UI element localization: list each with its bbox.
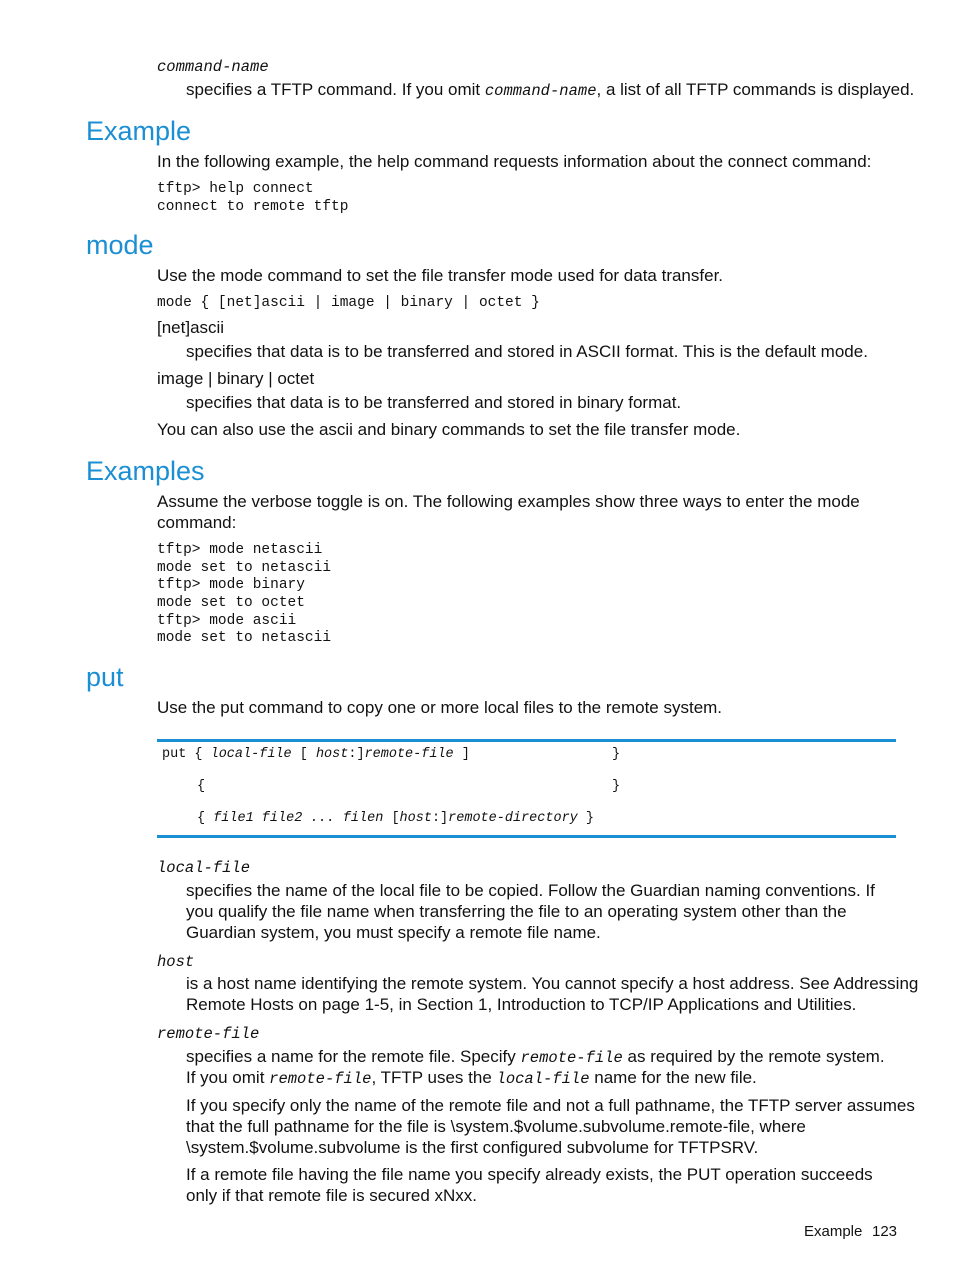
remote-file-paragraph: that the full pathname for the file is \system.$volume.subvolume.remote-file, where [186,1117,806,1136]
syntax-box-top-rule [157,739,896,742]
mode-note: You can also use the ascii and binary commands to set the file transfer mode. [157,420,741,439]
code-line: tftp> help connect [157,181,314,197]
remote-file-paragraph: \system.$volume.subvolume is the first configured subvolume for TFTPSRV. [186,1138,759,1157]
syntax-text: put { [162,747,211,762]
remote-file-description [186,1047,885,1067]
syntax-line-3 [197,811,594,826]
desc-text: If you omit [186,1068,270,1087]
syntax-text: [ [291,747,316,762]
desc-code: command-name [484,82,597,100]
mode-option-term: image | binary | octet [157,369,315,388]
local-file-description: Guardian system, you must specify a remote file name. [186,923,601,942]
code-line: tftp> mode binary [157,577,305,593]
mode-option-term: [net]ascii [157,318,225,337]
remote-file-paragraph: only if that remote file is secured xNxx. [186,1186,478,1205]
heading-example: Example [86,116,192,146]
mode-option-description: specifies that data is to be transferred and stored in ASCII format. This is the default mode. [186,342,868,361]
code-line: tftp> mode netascii [157,542,323,558]
mode-syntax: mode { [net]ascii | image | binary | octet } [157,295,540,311]
footer-page-number: 123 [872,1223,898,1240]
syntax-text: :] [348,747,365,762]
syntax-param: remote-file [364,747,454,762]
desc-text: specifies a name for the remote file. Specify [186,1047,521,1066]
example-intro: In the following example, the help command requests information about the connect command: [157,152,872,171]
syntax-brace: { [197,779,206,794]
mode-option-description: specifies that data is to be transferred and stored in binary format. [186,393,682,412]
command-name-description [186,80,914,100]
syntax-param: host [399,811,432,826]
code-line: connect to remote tftp [157,199,349,215]
syntax-box-bottom-rule [157,835,896,838]
desc-text: , a list of all TFTP commands is displayed. [596,80,915,99]
remote-file-description [186,1068,757,1088]
syntax-text: { [197,811,214,826]
examples-intro: Assume the verbose toggle is on. The following examples show three ways to enter the mode [157,492,860,511]
term-host: host [157,953,195,971]
remote-file-paragraph: If you specify only the name of the remote file and not a full pathname, the TFTP server assumes [186,1096,915,1115]
syntax-brace: } [612,779,621,794]
code-line: mode set to netascii [157,560,332,576]
term-remote-file: remote-file [157,1025,260,1043]
local-file-description: you qualify the file name when transferring the file to an operating system other than the [186,902,847,921]
desc-code: local-file [496,1070,590,1088]
term-command-name: command-name [157,58,269,76]
remote-file-paragraph: If a remote file having the file name you specify already exists, the PUT operation succeeds [186,1165,873,1184]
examples-intro: command: [157,513,237,532]
desc-text: as required by the remote system. [622,1047,885,1066]
syntax-param: host [315,747,349,762]
mode-intro: Use the mode command to set the file transfer mode used for data transfer. [157,266,724,285]
desc-code: remote-file [269,1070,372,1088]
code-line: mode set to netascii [157,630,332,646]
host-description: is a host name identifying the remote system. You cannot specify a host address. See Addressing [186,974,919,993]
term-local-file: local-file [157,859,251,877]
syntax-text: :] [431,811,449,826]
code-line: mode set to octet [157,595,305,611]
syntax-text: } [577,811,594,826]
heading-mode: mode [86,230,154,260]
host-description: Remote Hosts on page 1-5, in Section 1, Introduction to TCP/IP Applications and Utilities. [186,995,857,1014]
syntax-brace: } [612,747,621,762]
footer-section-name: Example [804,1223,863,1240]
syntax-line-1 [162,747,470,762]
code-line: tftp> mode ascii [157,613,297,629]
syntax-param: remote-directory [448,811,578,826]
syntax-text: ] [453,747,470,762]
desc-text: , TFTP uses the [371,1068,497,1087]
heading-put: put [86,662,124,692]
desc-code: remote-file [520,1049,623,1067]
syntax-param: file1 file2 ... filen [213,811,384,826]
syntax-param: local-file [210,747,292,762]
desc-text: name for the new file. [589,1068,757,1087]
desc-text: specifies a TFTP command. If you omit [186,80,485,99]
syntax-text: [ [383,811,400,826]
put-intro: Use the put command to copy one or more local files to the remote system. [157,698,723,717]
heading-examples: Examples [86,456,205,486]
local-file-description: specifies the name of the local file to be copied. Follow the Guardian naming conventions. If [186,881,875,900]
